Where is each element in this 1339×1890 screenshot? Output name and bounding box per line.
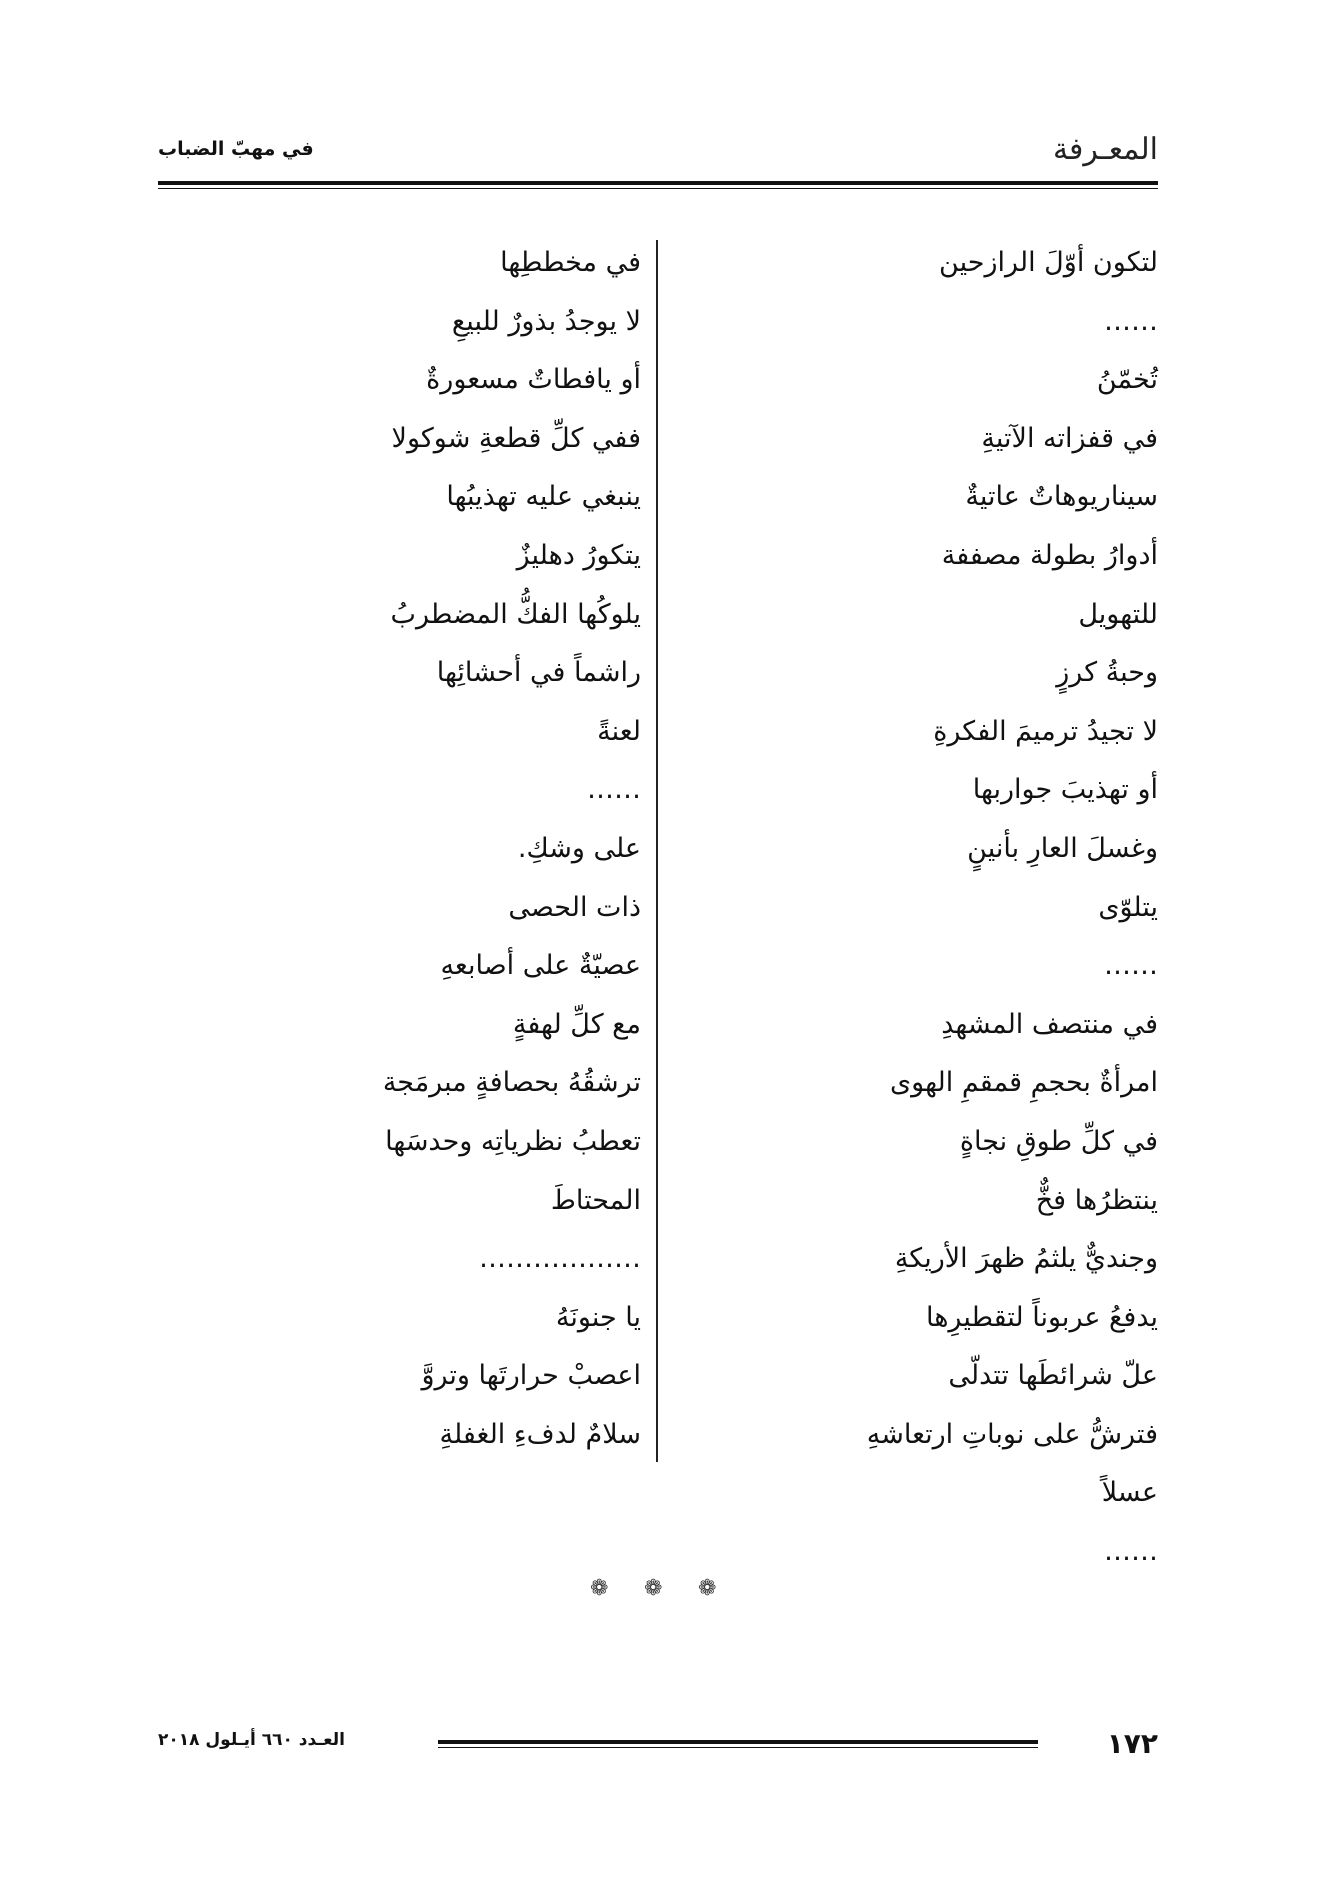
- poem-line: أو تهذيبَ جواربها: [972, 774, 1158, 806]
- poem-line: ……: [1104, 305, 1158, 337]
- poem-line: في مخططِها: [500, 247, 641, 278]
- page-header: [158, 132, 1158, 172]
- poem-line: عصيّةٌ على أصابعهِ: [440, 950, 641, 982]
- poem-line: على وشكِ.: [517, 832, 641, 864]
- poem-line: علّ شرائطَها تتدلّى: [948, 1360, 1158, 1392]
- poem-line: اعصبْ حرارتَها وتروَّ: [421, 1360, 641, 1392]
- poem-line: يلوكُها الفكُّ المضطربُ: [390, 598, 641, 630]
- column-divider: [656, 240, 658, 1462]
- poem-line: ……: [1104, 950, 1158, 982]
- poem-line: أدوارُ بطولة مصففة: [941, 539, 1158, 571]
- poem-line: يتكورُ دهليزٌ: [516, 539, 641, 571]
- flower-ornament-icon: ❁: [698, 1576, 717, 1601]
- poem-line: سلامٌ لدفءِ الغفلةِ: [439, 1418, 641, 1450]
- poem-line: ترشقُهُ بحصافةٍ مبرمَجة: [382, 1067, 641, 1099]
- flower-ornament-icon: ❁: [644, 1576, 663, 1601]
- poem-line: يا جنونَهُ: [555, 1301, 641, 1333]
- poem-line: يدفعُ عربوناً لتقطيرِها: [925, 1301, 1158, 1333]
- issue-info: العـدد ٦٦٠ أيـلول ٢٠١٨: [158, 1730, 345, 1750]
- poem-line: في قفزاته الآتيةِ: [981, 422, 1158, 454]
- poem-line: يتلوّى: [1098, 891, 1158, 923]
- header-rule: [158, 181, 1158, 185]
- poem-line: أو يافطاتٌ مسعورةٌ: [426, 364, 641, 396]
- footer-rule-thin: [438, 1747, 1038, 1748]
- poem-line: المحتاطَ: [550, 1184, 641, 1216]
- poem-line: ………………: [479, 1243, 641, 1275]
- poem-line: لا تجيدُ ترميمَ الفكرةِ: [933, 715, 1158, 747]
- poem-line: في كلِّ طوقِ نجاةٍ: [959, 1125, 1158, 1157]
- poem-line: سيناريوهاتٌ عاتيةٌ: [965, 481, 1158, 513]
- poem-line: لعنةً: [597, 715, 641, 747]
- poem-line: ففي كلِّ قطعةِ شوكولا: [391, 422, 641, 454]
- poem-line: مع كلِّ لهفةٍ: [512, 1008, 641, 1040]
- flower-ornament-icon: ❁: [590, 1576, 609, 1601]
- poem-line: ……: [587, 774, 641, 806]
- poem-line: وجنديٌّ يلثمُ ظهرَ الأريكةِ: [894, 1243, 1158, 1275]
- section-title: في مهبّ الضباب: [158, 138, 314, 160]
- section-ornaments: [590, 1576, 730, 1602]
- poem-line: ……: [1104, 1536, 1158, 1568]
- poem-line: في منتصف المشهدِ: [941, 1008, 1158, 1040]
- poem-line: ذات الحصى: [508, 891, 641, 923]
- poem-left-column: [241, 234, 641, 1464]
- poem-line: ينتظرُها فخٌّ: [1035, 1184, 1158, 1216]
- poem-right-column: [758, 234, 1158, 1582]
- poem-line: راشماً في أحشائِها: [436, 657, 641, 689]
- poem-line: ينبغي عليه تهذيبُها: [446, 481, 641, 513]
- poem-line: للتهويل: [1078, 598, 1158, 630]
- poem-line: امرأةٌ بحجمِ قمقمِ الهوى: [890, 1067, 1158, 1099]
- page-number: ١٧٢: [1106, 1727, 1158, 1760]
- magazine-logo: المعـرفة: [1052, 132, 1158, 167]
- poem-line: وغسلَ العارِ بأنينٍ: [967, 832, 1158, 864]
- poem-line: وحبةُ كرزٍ: [1056, 657, 1158, 689]
- header-rule-thin: [158, 188, 1158, 189]
- poem-line: تعطبُ نظرياتِه وحدسَها: [385, 1125, 641, 1157]
- poem-line: لتكون أوّلَ الرازحين: [939, 247, 1158, 278]
- footer-rule: [438, 1740, 1038, 1744]
- poem-line: فترشُّ على نوباتِ ارتعاشهِ: [866, 1418, 1158, 1450]
- poem-line: لا يوجدُ بذورٌ للبيعِ: [451, 305, 641, 337]
- poem-line: عسلاً: [1101, 1477, 1158, 1509]
- poem-line: تُخمّنُ: [1096, 364, 1158, 396]
